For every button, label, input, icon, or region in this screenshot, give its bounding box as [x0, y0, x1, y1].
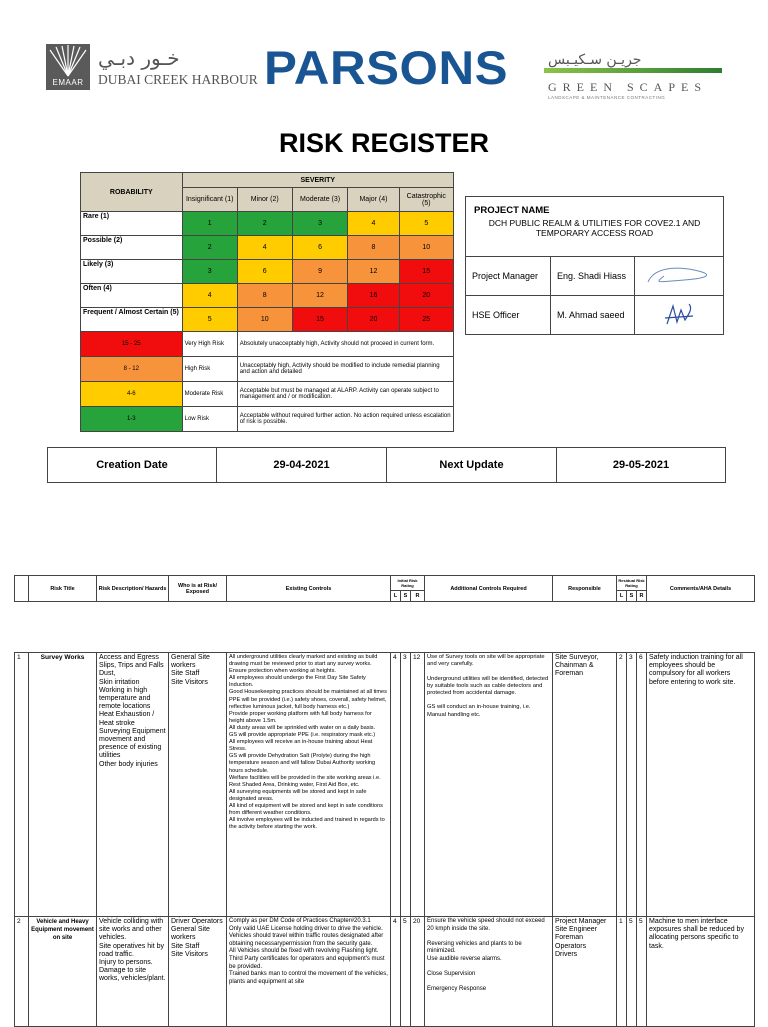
initial-r: 12: [411, 653, 425, 917]
col-description: Risk Description/ Hazards: [97, 576, 169, 602]
pm-signature: [635, 257, 723, 295]
greenscapes-english-logo: GREEN SCAPES: [548, 80, 708, 94]
initial-l: 4: [391, 917, 401, 1027]
matrix-cell: 4: [237, 236, 292, 260]
legend-description: Absolutely unacceptably high, Activity should not proceed in current form.: [237, 332, 453, 357]
col-who: Who is at Risk/ Exposed: [169, 576, 227, 602]
col-initial-rating: Initial Risk Rating: [391, 576, 425, 591]
severity-col: Moderate (3): [292, 188, 348, 212]
matrix-cell: 8: [237, 284, 292, 308]
legend-range: 4-6: [81, 382, 183, 407]
matrix-cell: 15: [399, 260, 453, 284]
responsible: Project Manager Site Engineer Foreman Operators Drivers: [553, 917, 617, 1027]
col-l: L: [617, 591, 627, 602]
matrix-cell: 2: [237, 212, 292, 236]
hse-officer-value: M. Ahmad saeed: [551, 296, 635, 334]
initial-l: 4: [391, 653, 401, 917]
creation-date-value: 29-04-2021: [217, 448, 387, 482]
residual-l: 2: [617, 653, 627, 917]
existing-controls: All underground utilities clearly marked and existing as build drawing must be reviewed prior to start any survey works. Ensure protection when working at heights. All employees should undergo the First Day Site Safety Induction. Good Housekeeping practices should be maintained at all times PPE will be provided (i.e.) safety shoes, coverall, safety helmet, reflective luminous jacket, full body harness etc.) Provide proper working platform with full body harness for height above 1.5m. All dusty areas will be sprinkled with water on a daily basis. GS will provide appropriate PPE (i.e. respiratory mask etc.) All employees will receive an in-house training about Heat Stress. GS will provide Dehydration Salt (Prolyte) during the high temperature season and will fallow Dubai Authority working hours schedule. Welfare facilities will be provided in the site working areas i.e. Rest Shaded Area, Drinking water, First Aid Box, etc. All surveying equipments will be stored and kept in safe designated areas. All kind of equipment will be stored and kept in safe conditions from different weather conditions. All involve employees will be inducted and trained in regards to the activity before starting the work.: [227, 653, 391, 917]
register-table: [14, 652, 755, 1027]
greenscapes-arabic-logo: جريـن سـكيـبس: [548, 52, 642, 68]
col-residual-rating: Residual Risk Rating: [617, 576, 647, 591]
dch-arabic-logo: خـور دبـي: [98, 46, 180, 70]
legend-level: Very High Risk: [182, 332, 237, 357]
initial-s: 5: [401, 917, 411, 1027]
register-header: [14, 575, 755, 602]
greenscapes-subtitle: LANDSCAPE & MAINTENANCE CONTRACTING: [548, 95, 666, 100]
table-row: [15, 917, 755, 1027]
col-existing-controls: Existing Controls: [227, 576, 391, 602]
row-number: 1: [15, 653, 29, 917]
col-s: S: [627, 591, 637, 602]
legend-range: 8 - 12: [81, 357, 183, 382]
probability-row-label: Likely (3): [81, 260, 183, 284]
matrix-cell: 15: [292, 308, 348, 332]
creation-date-label: Creation Date: [48, 448, 217, 482]
project-manager-label: Project Manager: [466, 257, 551, 295]
initial-r: 20: [411, 917, 425, 1027]
matrix-cell: 8: [348, 236, 399, 260]
additional-controls: Ensure the vehicle speed should not exceed 20 kmph inside the site. Reversing vehicles and plants to be minimized. Use audible reverse alarms. Close Supervision Emergency Response: [425, 917, 553, 1027]
legend-level: High Risk: [182, 357, 237, 382]
col-r: R: [411, 591, 425, 602]
risk-title: Survey Works: [29, 653, 97, 917]
probability-row-label: Frequent / Almost Certain (5): [81, 308, 183, 332]
col-comments: Comments/AHA Details: [647, 576, 755, 602]
legend-range: 15 - 25: [81, 332, 183, 357]
matrix-cell: 12: [292, 284, 348, 308]
matrix-cell: 2: [182, 236, 237, 260]
comments: Machine to men interface exposures shall be reduced by allocating persons specific to task.: [647, 917, 755, 1027]
residual-r: 6: [637, 653, 647, 917]
emaar-text: EMAAR: [52, 78, 84, 87]
parsons-logo: PARSONS: [264, 41, 509, 94]
residual-s: 5: [627, 917, 637, 1027]
col-responsible: Responsible: [553, 576, 617, 602]
table-row: [15, 653, 755, 917]
probability-header: ROBABILITY: [81, 173, 183, 212]
legend-description: Unacceptably high, Activity should be modified to include remedial planning and action and detailed: [237, 357, 453, 382]
row-number: 2: [15, 917, 29, 1027]
who-at-risk: Driver Operators General Site workers Site Staff Site Visitors: [169, 917, 227, 1027]
emaar-logo: [46, 44, 90, 90]
hazards: Access and Egress Slips, Trips and Falls Dust, Skin irritation Working in high temperature and remote locations Heat Exhaustion / Heat stroke Surveying Equipment movement and presence of existing utilities Other body injuries: [97, 653, 169, 917]
hse-officer-label: HSE Officer: [466, 296, 551, 334]
residual-l: 1: [617, 917, 627, 1027]
severity-col: Minor (2): [237, 188, 292, 212]
project-manager-value: Eng. Shadi Hiass: [551, 257, 635, 295]
col-r: R: [637, 591, 647, 602]
matrix-cell: 4: [182, 284, 237, 308]
matrix-cell: 4: [348, 212, 399, 236]
risk-matrix: [80, 172, 454, 432]
project-name-value: DCH PUBLIC REALM & UTILITIES FOR COVE2.1 AND TEMPORARY ACCESS ROAD: [488, 218, 701, 238]
matrix-cell: 5: [182, 308, 237, 332]
page-title: RISK REGISTER: [278, 128, 490, 158]
probability-row-label: Possible (2): [81, 236, 183, 260]
col-risk-title: Risk Title: [29, 576, 97, 602]
additional-controls: Use of Survey tools on site will be appropriate and very carefully. Underground utilities will be identified, detected by suitable tools such as cable detectors and protected from accidental damage. GS will conduct an in-house training, i.e. Manual handling etc.: [425, 653, 553, 917]
who-at-risk: General Site workers Site Staff Site Visitors: [169, 653, 227, 917]
project-name-label: PROJECT NAME: [474, 205, 550, 216]
col-no: [15, 576, 29, 602]
residual-s: 3: [627, 653, 637, 917]
legend-level: Low Risk: [182, 407, 237, 432]
legend-level: Moderate Risk: [182, 382, 237, 407]
severity-header: SEVERITY: [182, 173, 453, 188]
matrix-cell: 10: [237, 308, 292, 332]
comments: Safety induction training for all employees should be compulsory for all workers before entering to work site.: [647, 653, 755, 917]
legend-description: Acceptable without required further action. No action required unless escalation of risk is possible.: [237, 407, 453, 432]
probability-row-label: Often (4): [81, 284, 183, 308]
matrix-cell: 12: [348, 260, 399, 284]
matrix-cell: 5: [399, 212, 453, 236]
matrix-cell: 20: [348, 308, 399, 332]
emaar-sunburst-icon: [46, 44, 90, 78]
matrix-cell: 6: [292, 236, 348, 260]
initial-s: 3: [401, 653, 411, 917]
matrix-cell: 16: [348, 284, 399, 308]
severity-col: Insignificant (1): [182, 188, 237, 212]
risk-title: Vehicle and Heavy Equipment movement on site: [29, 917, 97, 1027]
matrix-cell: 3: [182, 260, 237, 284]
col-additional-controls: Additional Controls Required: [425, 576, 553, 602]
col-s: S: [401, 591, 411, 602]
matrix-cell: 3: [292, 212, 348, 236]
residual-r: 5: [637, 917, 647, 1027]
matrix-cell: 20: [399, 284, 453, 308]
matrix-cell: 25: [399, 308, 453, 332]
hazards: Vehicle colliding with site works and other vehicles. Site operatives hit by road traffic. Injury to persons. Damage to site works, vehicles/plant.: [97, 917, 169, 1027]
matrix-cell: 6: [237, 260, 292, 284]
legend-description: Acceptable but must be managed at ALARP. Activity can operate subject to management and / or modification.: [237, 382, 453, 407]
probability-row-label: Rare (1): [81, 212, 183, 236]
severity-col: Major (4): [348, 188, 399, 212]
existing-controls: Comply as per DM Code of Practices Chapter#20.3.1 Only valid UAE License holding driver to drive the vehicle. Vehicles should travel within traffic routes designated after obtaining necessarypermission from the security gate. All Vehicles should be fixed with revolving Flashing light. Third Party certificates for operators and equipment's must be provided. Trained banks man to control the movement of the vehicles, plants and equipment at site: [227, 917, 391, 1027]
dch-english-logo: DUBAI CREEK HARBOUR: [98, 72, 258, 87]
legend-range: 1-3: [81, 407, 183, 432]
greenscapes-band: [544, 68, 722, 73]
project-info-box: [465, 196, 724, 335]
hse-signature: [635, 296, 723, 334]
responsible: Site Surveyor, Chainman & Foreman: [553, 653, 617, 917]
dates-bar: [47, 447, 726, 483]
matrix-cell: 9: [292, 260, 348, 284]
matrix-cell: 10: [399, 236, 453, 260]
next-update-value: 29-05-2021: [612, 459, 670, 471]
matrix-cell: 1: [182, 212, 237, 236]
next-update-label: Next Update: [387, 448, 557, 482]
severity-col: Catastrophic (5): [399, 188, 453, 212]
col-l: L: [391, 591, 401, 602]
